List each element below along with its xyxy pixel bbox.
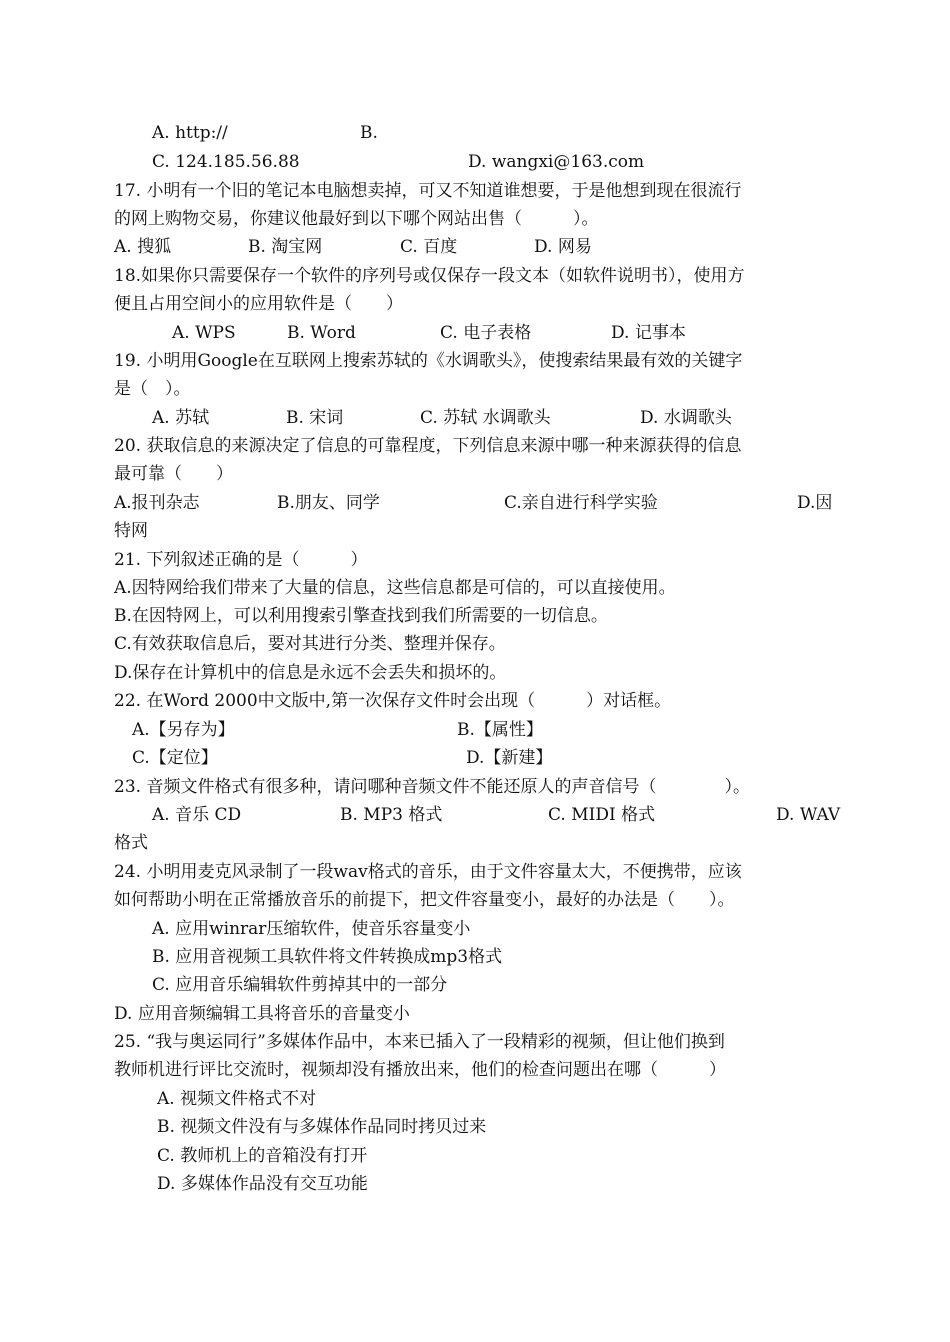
q16-option-b: B. bbox=[360, 123, 378, 143]
q17-stem-line2: 的网上购物交易，你建议他最好到以下哪个网站出售（ ）。 bbox=[114, 209, 599, 229]
q23-option-d: D. WAV bbox=[776, 805, 841, 825]
q18-option-c: C. 电子表格 bbox=[440, 323, 532, 343]
q22-option-c: C.【定位】 bbox=[132, 748, 218, 768]
q16-option-d: D. wangxi@163.com bbox=[468, 152, 645, 172]
q18-option-d: D. 记事本 bbox=[611, 323, 686, 343]
q17-option-b: B. 淘宝网 bbox=[248, 237, 323, 257]
q21-option-a: A.因特网给我们带来了大量的信息，这些信息都是可信的，可以直接使用。 bbox=[114, 578, 676, 598]
q20-option-d-cont: 特网 bbox=[114, 521, 148, 541]
q19-stem-line2: 是（ ）。 bbox=[114, 379, 191, 399]
q16-option-c: C. 124.185.56.88 bbox=[152, 152, 300, 172]
q20-option-b: B.朋友、同学 bbox=[277, 493, 380, 513]
q25-option-b: B. 视频文件没有与多媒体作品同时拷贝过来 bbox=[157, 1117, 487, 1137]
q25-stem-line2: 教师机进行评比交流时，视频却没有播放出来，他们的检查问题出在哪（ ） bbox=[114, 1060, 726, 1080]
q22-stem: 22. 在Word 2000中文版中,第一次保存文件时会出现（ ）对话框。 bbox=[114, 691, 672, 711]
q17-stem-line1: 17. 小明有一个旧的笔记本电脑想卖掉，可又不知道谁想要，于是他想到现在很流行 bbox=[114, 181, 742, 201]
q22-option-d: D.【新建】 bbox=[466, 748, 553, 768]
q22-option-b: B.【属性】 bbox=[457, 720, 543, 740]
q23-option-a: A. 音乐 CD bbox=[152, 805, 242, 825]
q24-option-a: A. 应用winrar压缩软件，使音乐容量变小 bbox=[152, 919, 471, 939]
q24-option-b: B. 应用音视频工具软件将文件转换成mp3格式 bbox=[152, 947, 503, 967]
q21-option-d: D.保存在计算机中的信息是永远不会丢失和损坏的。 bbox=[114, 663, 507, 683]
q20-option-c: C.亲自进行科学实验 bbox=[504, 493, 658, 513]
q18-stem-line2: 便且占用空间小的应用软件是（ ） bbox=[114, 294, 403, 314]
q20-option-a: A.报刊杂志 bbox=[114, 493, 200, 513]
q23-option-b: B. MP3 格式 bbox=[340, 805, 443, 825]
q19-option-d: D. 水调歌头 bbox=[640, 408, 732, 428]
q24-stem-line2: 如何帮助小明在正常播放音乐的前提下，把文件容量变小，最好的办法是（ ）。 bbox=[114, 890, 735, 910]
q21-option-b: B.在因特网上，可以利用搜索引擎查找到我们所需要的一切信息。 bbox=[114, 606, 608, 626]
q22-option-a: A.【另存为】 bbox=[132, 720, 235, 740]
q20-option-d: D.因 bbox=[797, 493, 833, 513]
q23-stem: 23. 音频文件格式有很多种，请问哪种音频文件不能还原人的声音信号（ ）。 bbox=[114, 777, 750, 797]
q18-option-b: B. Word bbox=[287, 323, 356, 343]
q18-stem-line1: 18.如果你只需要保存一个软件的序列号或仅保存一段文本（如软件说明书），使用方 bbox=[114, 266, 745, 286]
q20-stem-line2: 最可靠（ ） bbox=[114, 464, 233, 484]
q16-option-a: A. http:// bbox=[152, 123, 228, 143]
q20-stem-line1: 20. 获取信息的来源决定了信息的可靠程度，下列信息来源中哪一种来源获得的信息 bbox=[114, 436, 742, 456]
q21-stem: 21. 下列叙述正确的是（ ） bbox=[114, 550, 368, 570]
q25-option-d: D. 多媒体作品没有交互功能 bbox=[157, 1174, 368, 1194]
q19-stem-line1: 19. 小明用Google在互联网上搜索苏轼的《水调歌头》，使搜索结果最有效的关键字 bbox=[114, 351, 743, 371]
q19-option-b: B. 宋词 bbox=[286, 408, 344, 428]
q25-stem-line1: 25. “我与奥运同行”多媒体作品中，本来已插入了一段精彩的视频，但让他们换到 bbox=[114, 1032, 725, 1052]
q17-option-a: A. 搜狐 bbox=[114, 237, 172, 257]
q18-option-a: A. WPS bbox=[172, 323, 236, 343]
q25-option-c: C. 教师机上的音箱没有打开 bbox=[157, 1146, 368, 1166]
q24-stem-line1: 24. 小明用麦克风录制了一段wav格式的音乐，由于文件容量太大，不便携带，应该 bbox=[114, 862, 742, 882]
q25-option-a: A. 视频文件格式不对 bbox=[157, 1089, 317, 1109]
q21-option-c: C.有效获取信息后，要对其进行分类、整理并保存。 bbox=[114, 634, 506, 654]
q23-option-c: C. MIDI 格式 bbox=[548, 805, 656, 825]
q19-option-a: A. 苏轼 bbox=[152, 408, 210, 428]
q17-option-c: C. 百度 bbox=[400, 237, 458, 257]
q17-option-d: D. 网易 bbox=[534, 237, 592, 257]
q19-option-c: C. 苏轼 水调歌头 bbox=[420, 408, 551, 428]
q23-option-d-cont: 格式 bbox=[114, 833, 148, 853]
q24-option-c: C. 应用音乐编辑软件剪掉其中的一部分 bbox=[152, 975, 448, 995]
q24-option-d: D. 应用音频编辑工具将音乐的音量变小 bbox=[114, 1004, 410, 1024]
